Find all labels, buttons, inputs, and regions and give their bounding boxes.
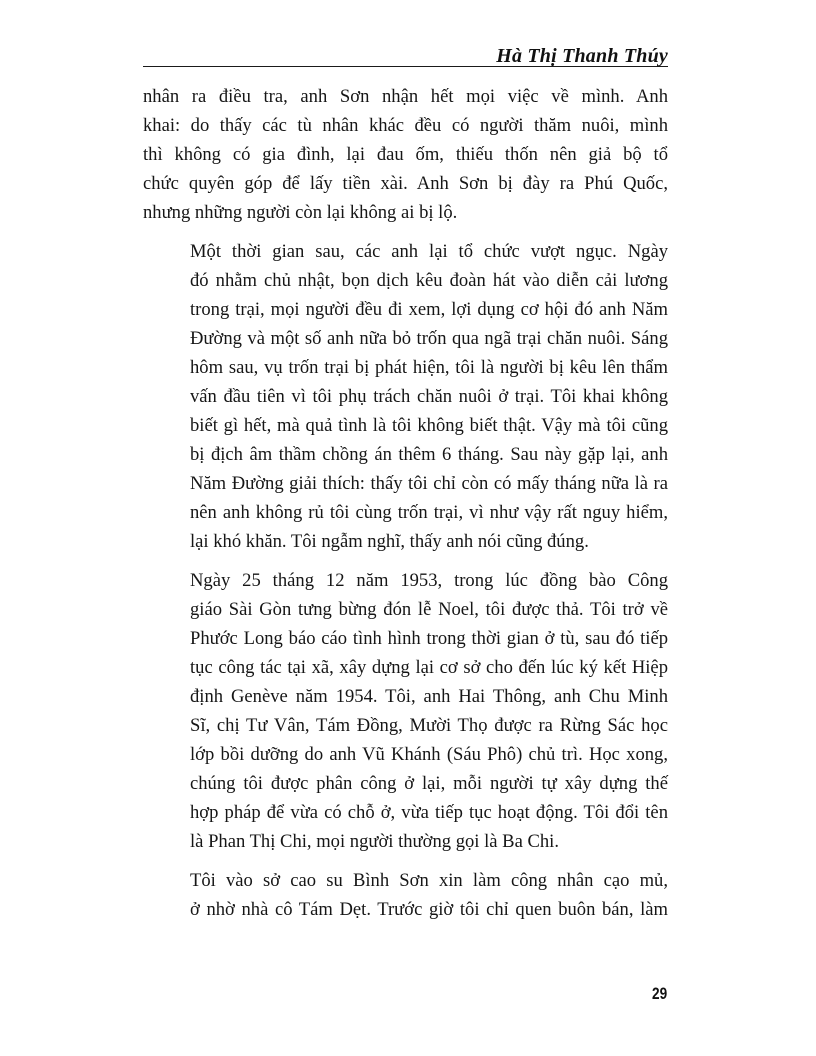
paragraph	[143, 566, 668, 856]
paragraph	[143, 866, 668, 924]
text-line: nên anh không rủ tôi cùng trốn trại, vì như vậy rất nguy hiểm,	[190, 502, 668, 523]
text-line: nhưng những người còn lại không ai bị lộ.	[143, 202, 458, 223]
text-line: Năm Đường giải thích: thấy tôi chỉ còn có mấy tháng nữa là ra	[190, 473, 668, 494]
text-line: lớp bồi dưỡng do anh Vũ Khánh (Sáu Phô) chủ trì. Học xong,	[190, 744, 668, 765]
text-line: là Phan Thị Chi, mọi người thường gọi là Ba Chi.	[190, 831, 559, 852]
text-line: Sĩ, chị Tư Vân, Tám Đồng, Mười Thọ được ra Rừng Sác học	[190, 715, 668, 736]
text-line: Tôi vào sở cao su Bình Sơn xin làm công nhân cạo mủ,	[190, 870, 668, 891]
text-line: khai: do thấy các tù nhân khác đều có người thăm nuôi, mình	[143, 115, 668, 136]
paragraph	[143, 237, 668, 556]
text-line: biết gì hết, mà quả tình là tôi không biết thật. Vậy mà tôi cũng	[190, 415, 668, 436]
text-line: chức quyên góp để lấy tiền xài. Anh Sơn bị đày ra Phú Quốc,	[143, 173, 668, 194]
running-header	[143, 44, 668, 67]
text-line: chúng tôi được phân công ở lại, mỗi người tự xây dựng thế	[190, 773, 668, 794]
text-line: lại khó khăn. Tôi ngẫm nghĩ, thấy anh nói cũng đúng.	[190, 531, 589, 552]
text-line: Phước Long báo cáo tình hình trong thời gian ở tù, sau đó tiếp	[190, 628, 668, 649]
text-line: đó nhằm chủ nhật, bọn dịch kêu đoàn hát vào diễn cải lương	[190, 270, 668, 291]
text-line: bị địch âm thầm chồng án thêm 6 tháng. Sau này gặp lại, anh	[190, 444, 668, 465]
text-line: nhân ra điều tra, anh Sơn nhận hết mọi việc về mình. Anh	[143, 86, 668, 107]
text-line: giáo Sài Gòn tưng bừng đón lễ Noel, tôi được thả. Tôi trở về	[190, 599, 668, 620]
paragraph	[143, 82, 668, 227]
text-line: Đường và một số anh nữa bỏ trốn qua ngã trại chăn nuôi. Sáng	[190, 328, 668, 349]
text-line: ở nhờ nhà cô Tám Dẹt. Trước giờ tôi chỉ quen buôn bán, làm	[190, 899, 668, 920]
text-line: tục công tác tại xã, xây dựng lại cơ sở cho đến lúc ký kết Hiệp	[190, 657, 668, 678]
text-line: trong trại, mọi người đều đi xem, lợi dụng cơ hội đó anh Năm	[190, 299, 668, 320]
text-line: hôm sau, vụ trốn trại bị phát hiện, tôi là người bị kêu lên thẩm	[190, 357, 668, 378]
text-line: Ngày 25 tháng 12 năm 1953, trong lúc đồng bào Công	[190, 570, 668, 591]
running-header-author: Hà Thị Thanh Thúy	[496, 45, 668, 67]
page-number: 29	[652, 984, 668, 1003]
body-text	[143, 82, 668, 934]
text-line: hợp pháp để vừa có chỗ ở, vừa tiếp tục hoạt động. Tôi đổi tên	[190, 802, 668, 823]
text-line: vấn đầu tiên vì tôi phụ trách chăn nuôi ở trại. Tôi khai không	[190, 386, 668, 407]
text-line: Một thời gian sau, các anh lại tổ chức vượt ngục. Ngày	[190, 241, 668, 262]
text-line: định Genève năm 1954. Tôi, anh Hai Thông, anh Chu Minh	[190, 686, 668, 707]
text-line: thì không có gia đình, lại đau ốm, thiếu thốn nên giả bộ tổ	[143, 144, 668, 165]
